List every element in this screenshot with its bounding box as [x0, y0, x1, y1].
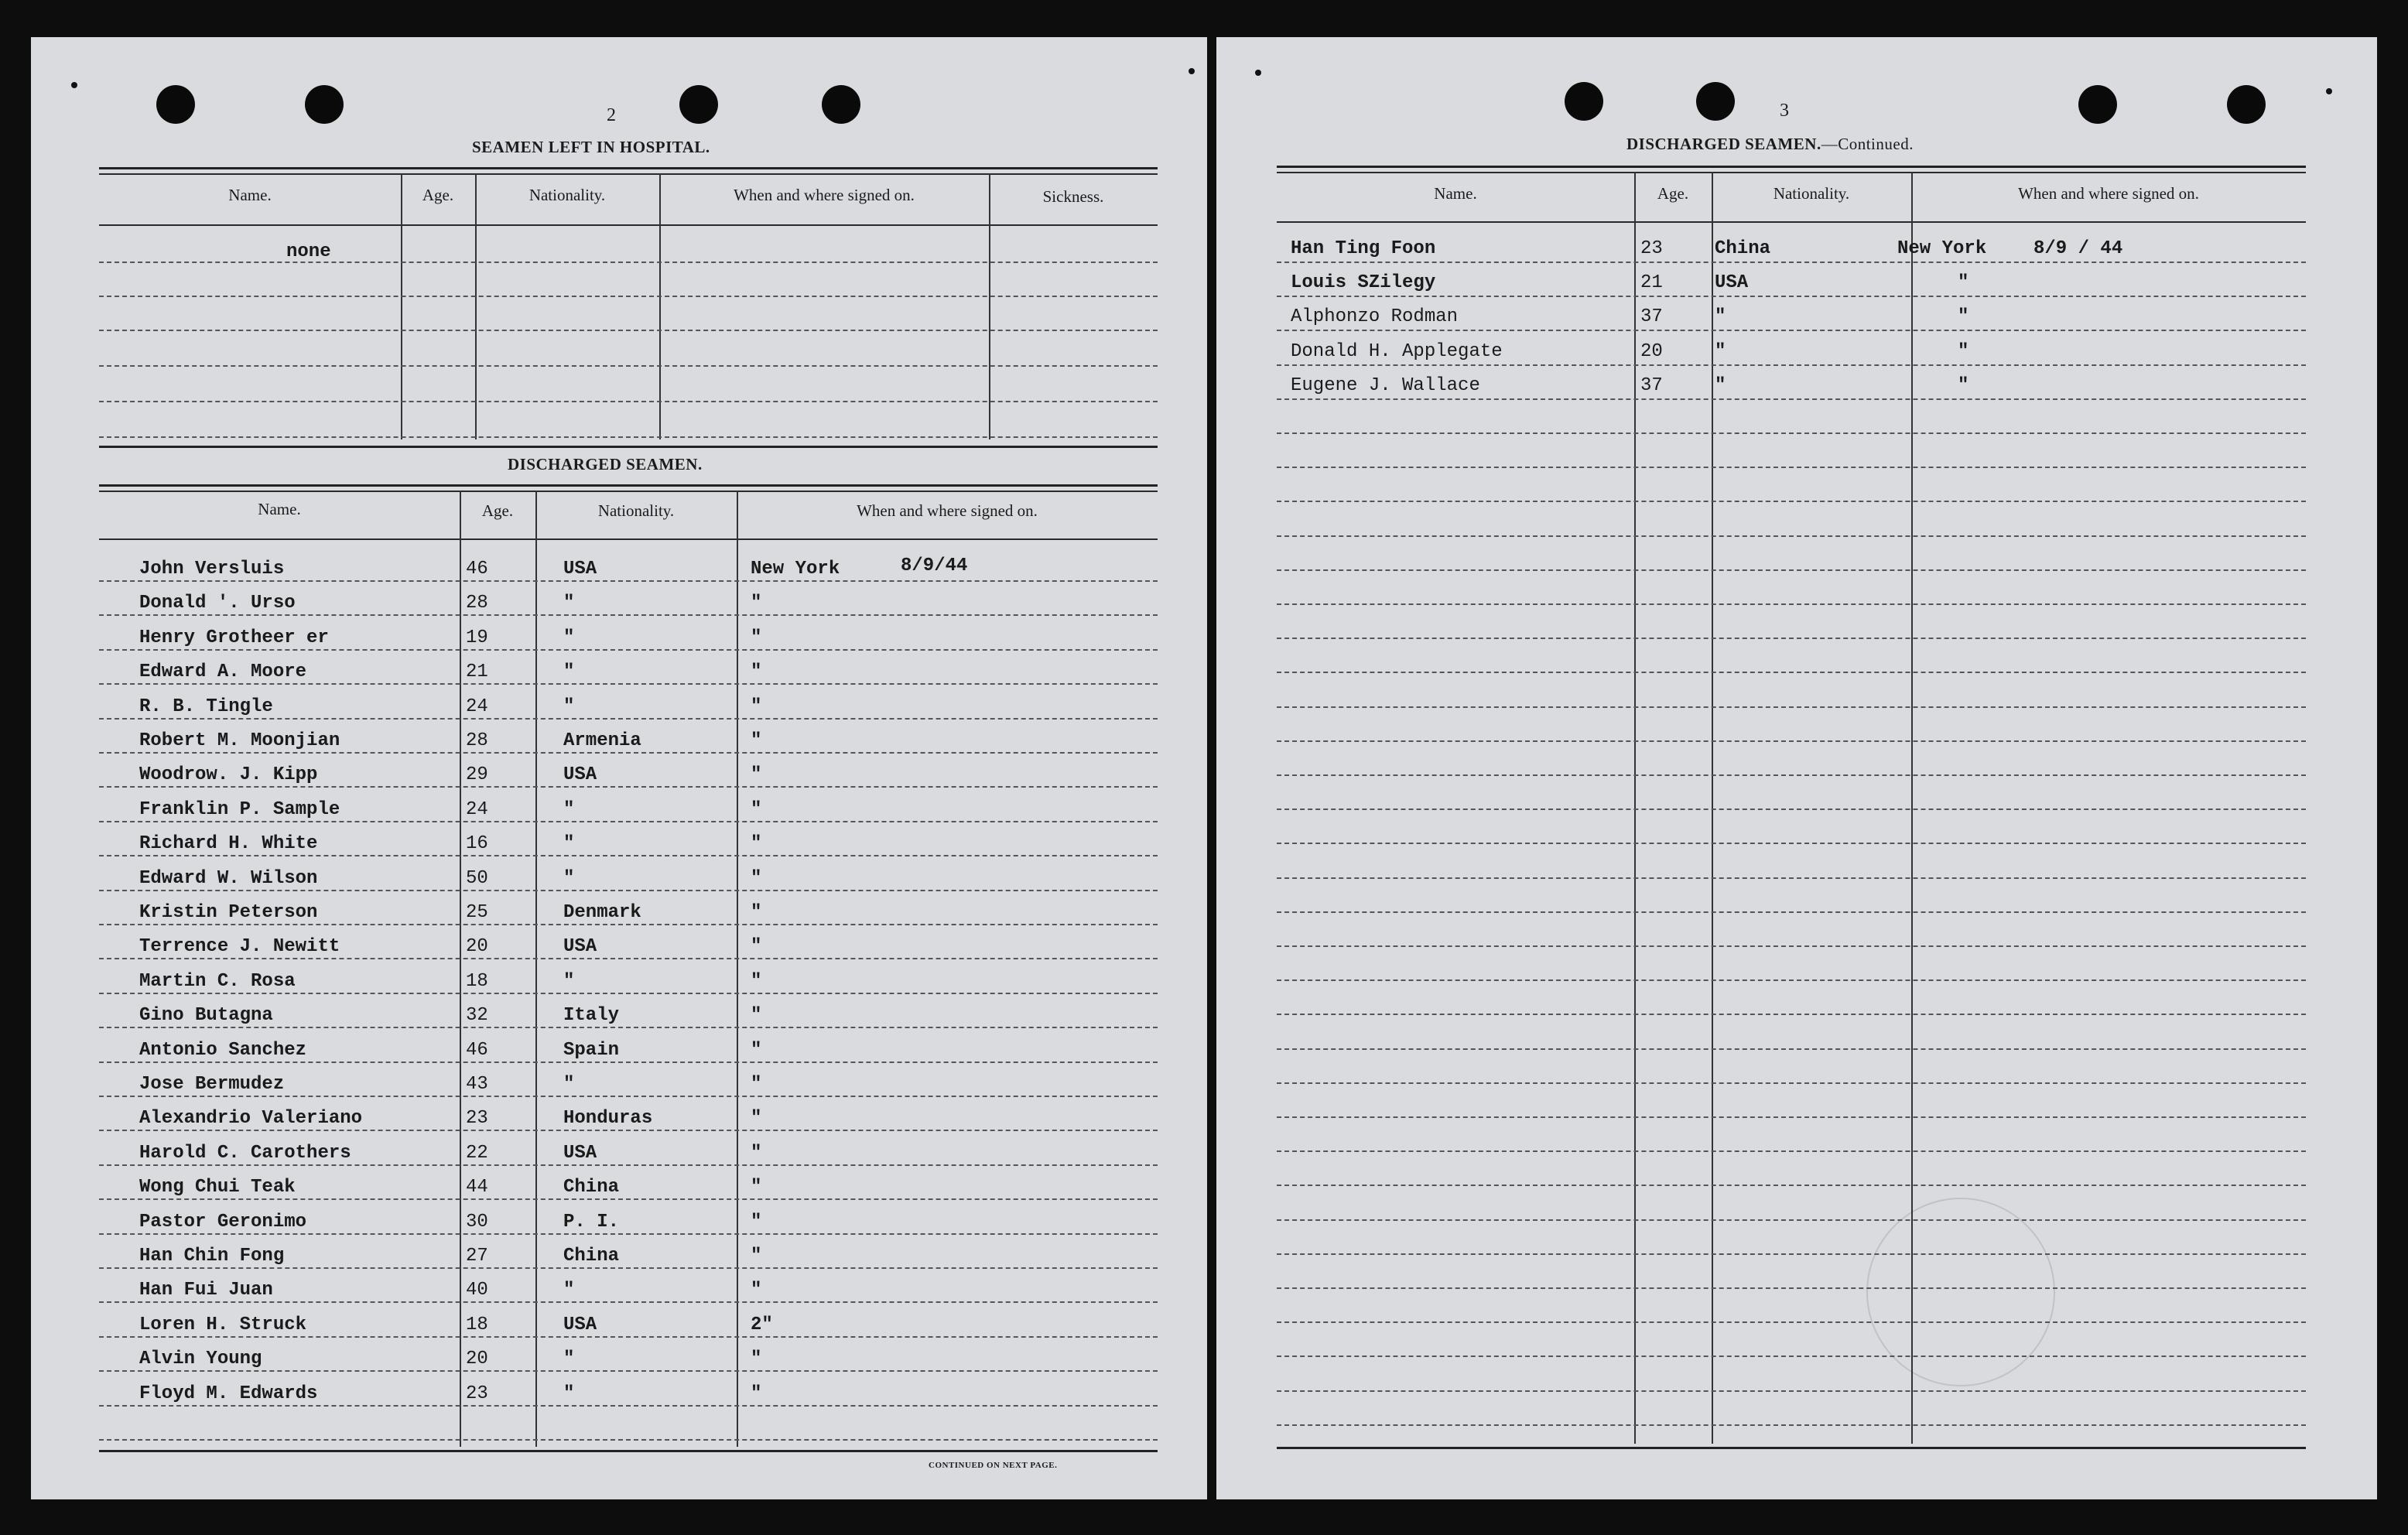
- seaman-nationality: USA: [563, 764, 597, 785]
- row-rule: [1277, 432, 2306, 434]
- table-rule: [99, 1450, 1158, 1452]
- seaman-age: 40: [466, 1280, 488, 1301]
- row-rule: [1277, 1048, 2306, 1050]
- seaman-nationality: USA: [563, 1314, 597, 1335]
- row-rule: [99, 786, 1158, 788]
- seaman-name: Woodrow. J. Kipp: [139, 764, 318, 785]
- seaman-name: Alvin Young: [139, 1349, 262, 1369]
- seaman-nationality: ": [563, 1074, 575, 1095]
- ink-speck: [2326, 88, 2332, 94]
- column-divider: [989, 173, 990, 439]
- seaman-name: John Versluis: [139, 559, 285, 579]
- seaman-nationality: ": [563, 868, 575, 889]
- row-rule: [1277, 1287, 2306, 1289]
- seaman-age: 23: [466, 1108, 488, 1129]
- seaman-signed-place: ": [751, 868, 762, 889]
- seaman-signed-place: ": [751, 902, 762, 923]
- seaman-nationality: ": [563, 662, 575, 682]
- seaman-age: 19: [466, 627, 488, 648]
- seaman-signed-place: ": [751, 662, 762, 682]
- seaman-signed-place: ": [751, 1143, 762, 1164]
- seaman-nationality: USA: [563, 559, 597, 579]
- seaman-name: Donald '. Urso: [139, 593, 296, 614]
- seaman-signed-place: ": [751, 936, 762, 957]
- row-rule: [1277, 843, 2306, 844]
- row-rule: [1277, 706, 2306, 708]
- seaman-age: 18: [466, 971, 488, 992]
- row-rule: [1277, 1082, 2306, 1084]
- row-rule: [99, 1130, 1158, 1131]
- row-rule: [99, 855, 1158, 856]
- seaman-signed-place: ": [1958, 272, 1969, 293]
- row-rule: [1277, 535, 2306, 537]
- row-rule: [1277, 1150, 2306, 1152]
- table-rule: [1277, 221, 2306, 223]
- seaman-name: Henry Grotheer er: [139, 627, 329, 648]
- column-header-name: Name.: [1434, 184, 1477, 203]
- column-divider: [737, 491, 738, 1447]
- seaman-nationality: Armenia: [563, 730, 641, 751]
- seaman-name: Edward W. Wilson: [139, 868, 318, 889]
- seaman-signed-place: ": [751, 1177, 762, 1198]
- seaman-nationality: Italy: [563, 1005, 620, 1026]
- seaman-age: 46: [466, 559, 488, 579]
- seaman-signed-place: ": [751, 627, 762, 648]
- seaman-signed-place: ": [751, 833, 762, 854]
- seaman-age: 37: [1640, 306, 1663, 327]
- seaman-name: Richard H. White: [139, 833, 318, 854]
- seaman-signed-place: ": [751, 1040, 762, 1061]
- column-header-nationality: Nationality.: [1773, 184, 1850, 203]
- seaman-signed-place: ": [751, 1383, 762, 1404]
- seaman-signed-date: 8/9 / 44: [2033, 238, 2123, 259]
- seaman-name: Han Ting Foon: [1291, 238, 1436, 259]
- seaman-name: Floyd M. Edwards: [139, 1383, 318, 1404]
- row-rule: [99, 1439, 1158, 1441]
- seaman-name: Alphonzo Rodman: [1291, 306, 1459, 327]
- seaman-age: 22: [466, 1143, 488, 1164]
- seaman-nationality: Denmark: [563, 902, 641, 923]
- ink-speck: [1189, 68, 1195, 74]
- seaman-age: 37: [1640, 375, 1663, 396]
- table-rule: [99, 224, 1158, 226]
- seaman-nationality: China: [563, 1177, 620, 1198]
- column-header-nationality: Nationality.: [528, 186, 606, 204]
- seaman-name: Martin C. Rosa: [139, 971, 296, 992]
- row-rule: [1277, 262, 2306, 263]
- seaman-nationality: USA: [563, 936, 597, 957]
- seaman-age: 50: [466, 868, 488, 889]
- seaman-age: 30: [466, 1212, 488, 1232]
- row-rule: [1277, 501, 2306, 502]
- row-rule: [99, 1027, 1158, 1028]
- row-rule: [1277, 1253, 2306, 1255]
- seaman-signed-place: ": [1958, 375, 1969, 396]
- row-rule: [99, 890, 1158, 891]
- section-title-text: DISCHARGED SEAMEN.: [1626, 135, 1821, 153]
- table-rule: [99, 446, 1158, 448]
- row-rule: [99, 1198, 1158, 1200]
- seaman-age: 20: [466, 1349, 488, 1369]
- seaman-age: 28: [466, 730, 488, 751]
- column-header-age: Age.: [422, 186, 454, 204]
- seaman-signed-place: New York: [1897, 238, 1987, 259]
- row-rule: [1277, 569, 2306, 571]
- row-rule: [99, 924, 1158, 925]
- seaman-signed-place: ": [751, 1212, 762, 1232]
- punch-hole: [305, 85, 344, 124]
- punch-hole: [679, 85, 718, 124]
- row-rule: [99, 1405, 1158, 1407]
- hospital-entry: none: [286, 241, 331, 262]
- row-rule: [99, 1233, 1158, 1235]
- seaman-signed-place: ": [751, 971, 762, 992]
- continued-note: CONTINUED ON NEXT PAGE.: [929, 1461, 1058, 1470]
- row-rule: [99, 262, 1158, 263]
- table-rule: [99, 491, 1158, 492]
- column-header-name: Name.: [258, 500, 301, 518]
- seaman-age: 43: [466, 1074, 488, 1095]
- seaman-signed-place: ": [751, 730, 762, 751]
- page-number: 3: [1780, 101, 1789, 121]
- row-rule: [1277, 330, 2306, 331]
- seaman-age: 18: [466, 1314, 488, 1335]
- row-rule: [1277, 638, 2306, 639]
- seaman-nationality: ": [1715, 341, 1726, 362]
- row-rule: [99, 1096, 1158, 1097]
- punch-hole: [2078, 85, 2117, 124]
- column-divider: [535, 491, 537, 1447]
- seaman-name: Terrence J. Newitt: [139, 936, 340, 957]
- row-rule: [99, 958, 1158, 959]
- seaman-name: Louis SZilegy: [1291, 272, 1436, 293]
- column-header-nationality: Nationality.: [597, 501, 675, 520]
- seaman-nationality: China: [563, 1246, 620, 1267]
- seaman-name: Han Chin Fong: [139, 1246, 285, 1267]
- seaman-nationality: Spain: [563, 1040, 620, 1061]
- seaman-signed-place: ": [751, 1280, 762, 1301]
- table-rule: [1277, 172, 2306, 173]
- seaman-nationality: ": [563, 1383, 575, 1404]
- row-rule: [1277, 1356, 2306, 1357]
- left-page: [31, 37, 1207, 1499]
- column-divider: [401, 173, 402, 439]
- table-rule: [99, 167, 1158, 169]
- seaman-name: Antonio Sanchez: [139, 1040, 307, 1061]
- seaman-age: 32: [466, 1005, 488, 1026]
- row-rule: [99, 436, 1158, 438]
- seaman-age: 24: [466, 696, 488, 717]
- section-title-suffix: —Continued.: [1821, 135, 1914, 153]
- row-rule: [1277, 603, 2306, 605]
- seaman-name: Jose Bermudez: [139, 1074, 285, 1095]
- table-rule: [99, 538, 1158, 540]
- row-rule: [99, 1301, 1158, 1303]
- punch-hole: [822, 85, 860, 124]
- seaman-signed-place: 2": [751, 1314, 773, 1335]
- seaman-age: 29: [466, 764, 488, 785]
- seaman-nationality: China: [1715, 238, 1771, 259]
- row-rule: [1277, 467, 2306, 468]
- row-rule: [99, 1267, 1158, 1269]
- seaman-nationality: ": [1715, 375, 1726, 396]
- seaman-nationality: ": [563, 696, 575, 717]
- seaman-age: 20: [1640, 341, 1663, 362]
- row-rule: [99, 1062, 1158, 1063]
- row-rule: [99, 296, 1158, 297]
- column-header-name: Name.: [228, 186, 272, 204]
- seaman-signed-place: ": [751, 1074, 762, 1095]
- seaman-age: 16: [466, 833, 488, 854]
- row-rule: [1277, 740, 2306, 742]
- seaman-age: 46: [466, 1040, 488, 1061]
- seaman-signed-place: ": [751, 799, 762, 820]
- seaman-nationality: ": [563, 799, 575, 820]
- seaman-nationality: USA: [1715, 272, 1749, 293]
- seaman-signed-place: ": [751, 1246, 762, 1267]
- column-header-age: Age.: [1657, 184, 1689, 203]
- row-rule: [1277, 672, 2306, 673]
- seaman-nationality: ": [563, 971, 575, 992]
- seaman-name: R. B. Tingle: [139, 696, 273, 717]
- row-rule: [1277, 945, 2306, 947]
- seaman-age: 24: [466, 799, 488, 820]
- row-rule: [1277, 1014, 2306, 1015]
- row-rule: [1277, 1185, 2306, 1186]
- seaman-age: 44: [466, 1177, 488, 1198]
- seaman-nationality: ": [563, 1349, 575, 1369]
- ink-speck: [71, 82, 77, 88]
- faded-stamp: [1866, 1198, 2055, 1386]
- column-header-signed: When and where signed on.: [2018, 184, 2199, 203]
- row-rule: [1277, 296, 2306, 297]
- row-rule: [1277, 877, 2306, 879]
- seaman-signed-place: ": [751, 1349, 762, 1369]
- punch-hole: [1696, 82, 1735, 121]
- seaman-name: Han Fui Juan: [139, 1280, 273, 1301]
- seaman-nationality: P. I.: [563, 1212, 620, 1232]
- seaman-nationality: ": [563, 627, 575, 648]
- row-rule: [99, 365, 1158, 367]
- discharged-continued-title: [1626, 135, 1914, 154]
- column-header-sickness: Sickness.: [1042, 187, 1104, 206]
- seaman-signed-date: 8/9/44: [901, 556, 968, 576]
- table-rule: [99, 484, 1158, 487]
- seaman-signed-place: ": [751, 1005, 762, 1026]
- seaman-signed-place: ": [751, 696, 762, 717]
- right-page: [1216, 37, 2377, 1499]
- column-header-signed: When and where signed on.: [734, 186, 915, 204]
- table-rule: [99, 173, 1158, 175]
- row-rule: [1277, 774, 2306, 776]
- row-rule: [1277, 398, 2306, 400]
- row-rule: [99, 1370, 1158, 1372]
- row-rule: [99, 752, 1158, 754]
- seaman-name: Alexandrio Valeriano: [139, 1108, 363, 1129]
- column-divider: [460, 491, 461, 1447]
- row-rule: [1277, 1116, 2306, 1118]
- punch-hole: [1565, 82, 1603, 121]
- row-rule: [99, 401, 1158, 402]
- seaman-name: Harold C. Carothers: [139, 1143, 351, 1164]
- row-rule: [99, 993, 1158, 994]
- seaman-name: Gino Butagna: [139, 1005, 273, 1026]
- row-rule: [1277, 809, 2306, 810]
- page-number: 2: [607, 105, 616, 125]
- row-rule: [99, 683, 1158, 685]
- row-rule: [99, 649, 1158, 651]
- row-rule: [1277, 911, 2306, 913]
- seaman-nationality: Honduras: [563, 1108, 653, 1129]
- hospital-section-title: SEAMEN LEFT IN HOSPITAL.: [472, 138, 710, 156]
- row-rule: [99, 614, 1158, 616]
- seaman-age: 28: [466, 593, 488, 614]
- seaman-age: 20: [466, 936, 488, 957]
- row-rule: [1277, 1424, 2306, 1426]
- seaman-signed-place: ": [1958, 306, 1969, 327]
- column-divider: [659, 173, 661, 439]
- row-rule: [99, 821, 1158, 822]
- column-header-age: Age.: [481, 501, 514, 520]
- seaman-age: 21: [1640, 272, 1663, 293]
- seaman-name: Donald H. Applegate: [1291, 341, 1503, 362]
- seaman-nationality: ": [563, 593, 575, 614]
- row-rule: [1277, 1390, 2306, 1392]
- seaman-age: 23: [1640, 238, 1663, 259]
- seaman-signed-place: ": [751, 1108, 762, 1129]
- seaman-signed-place: New York: [751, 559, 840, 579]
- seaman-nationality: ": [563, 1280, 575, 1301]
- row-rule: [99, 330, 1158, 331]
- column-divider: [475, 173, 477, 439]
- row-rule: [1277, 364, 2306, 366]
- seaman-signed-place: ": [1958, 341, 1969, 362]
- seaman-name: Edward A. Moore: [139, 662, 307, 682]
- seaman-age: 27: [466, 1246, 488, 1267]
- row-rule: [99, 1336, 1158, 1338]
- seaman-nationality: ": [1715, 306, 1726, 327]
- seaman-name: Kristin Peterson: [139, 902, 318, 923]
- seaman-name: Pastor Geronimo: [139, 1212, 307, 1232]
- punch-hole: [156, 85, 195, 124]
- column-header-signed: When and where signed on.: [857, 501, 1038, 520]
- ink-speck: [1255, 70, 1261, 76]
- seaman-signed-place: ": [751, 593, 762, 614]
- row-rule: [99, 718, 1158, 720]
- table-rule: [1277, 1447, 2306, 1449]
- row-rule: [1277, 1219, 2306, 1221]
- seaman-name: Robert M. Moonjian: [139, 730, 340, 751]
- punch-hole: [2227, 85, 2266, 124]
- seaman-age: 23: [466, 1383, 488, 1404]
- seaman-signed-place: ": [751, 764, 762, 785]
- seaman-age: 25: [466, 902, 488, 923]
- seaman-nationality: USA: [563, 1143, 597, 1164]
- seaman-age: 21: [466, 662, 488, 682]
- seaman-name: Eugene J. Wallace: [1291, 375, 1480, 396]
- seaman-name: Wong Chui Teak: [139, 1177, 296, 1198]
- row-rule: [99, 580, 1158, 582]
- seaman-name: Franklin P. Sample: [139, 799, 340, 820]
- seaman-name: Loren H. Struck: [139, 1314, 307, 1335]
- table-rule: [1277, 166, 2306, 168]
- seaman-nationality: ": [563, 833, 575, 854]
- row-rule: [1277, 979, 2306, 981]
- row-rule: [99, 1164, 1158, 1166]
- row-rule: [1277, 1321, 2306, 1323]
- discharged-section-title: DISCHARGED SEAMEN.: [508, 455, 703, 473]
